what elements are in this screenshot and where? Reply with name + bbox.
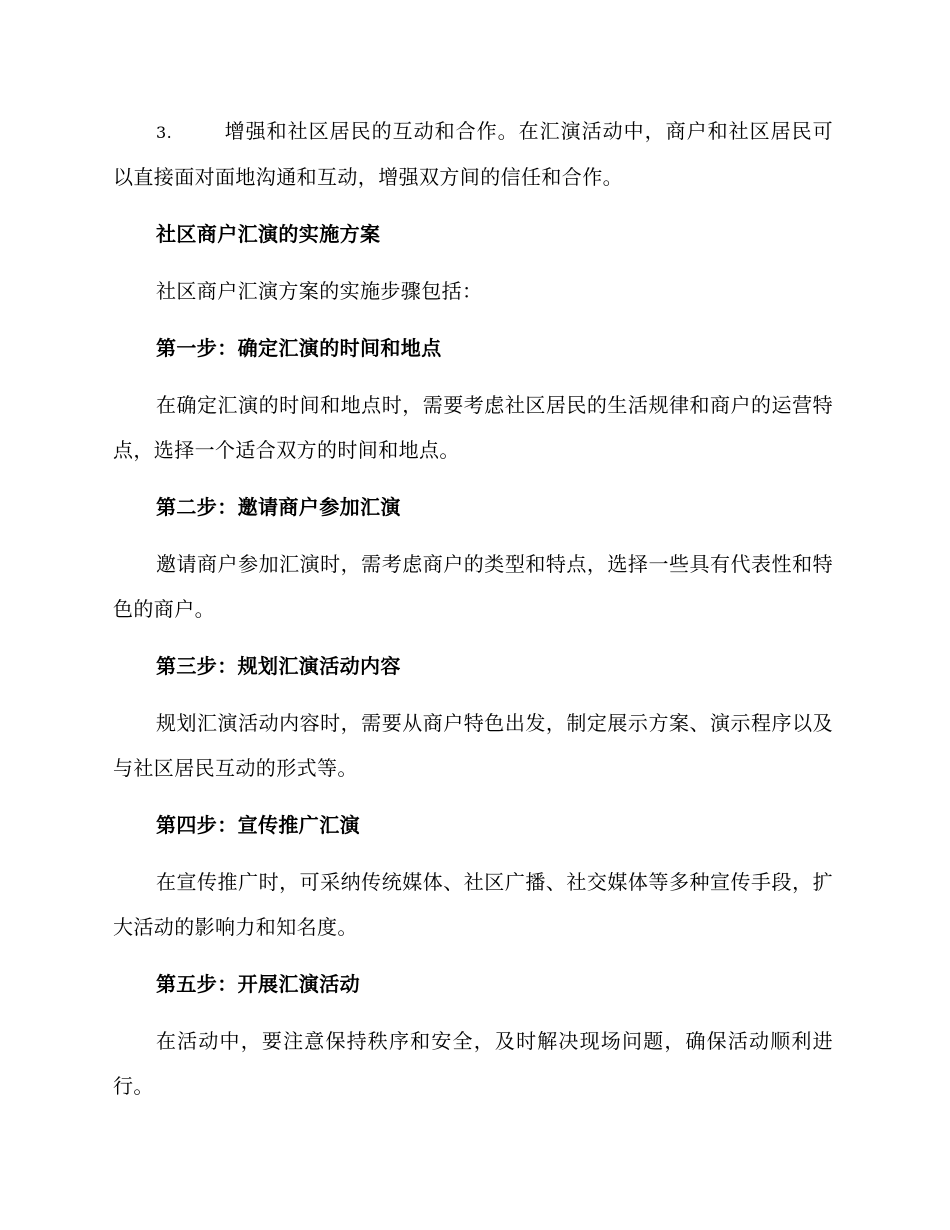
list-item-3: [113, 109, 833, 200]
step-4-title: 第四步：宣传推广汇演: [156, 813, 360, 837]
document-body: [113, 109, 833, 1121]
intro-paragraph: 社区商户汇演方案的实施步骤包括：: [156, 279, 483, 303]
list-number: 3.: [156, 123, 173, 142]
list-item-text: 增强和社区居民的互动和合作。在汇演活动中，商户和社区居民可以直接面对面地沟通和互动，增强双方间的信任和合作。: [113, 119, 833, 189]
step-2-body: 邀请商户参加汇演时，需考虑商户的类型和特点，选择一些具有代表性和特色的商户。: [113, 552, 833, 621]
section-title: 社区商户汇演的实施方案: [156, 222, 381, 246]
step-5-title: 第五步：开展汇演活动: [156, 972, 360, 996]
step-5-body: 在活动中，要注意保持秩序和安全，及时解决现场问题，确保活动顺利进行。: [113, 1029, 833, 1098]
step-3-body: 规划汇演活动内容时，需要从商户特色出发，制定展示方案、演示程序以及与社区居民互动的形式等。: [113, 711, 833, 780]
step-4-body: 在宣传推广时，可采纳传统媒体、社区广播、社交媒体等多种宣传手段，扩大活动的影响力和知名度。: [113, 870, 833, 939]
step-1-title: 第一步：确定汇演的时间和地点: [156, 336, 442, 360]
step-3-title: 第三步：规划汇演活动内容: [156, 654, 401, 678]
step-1-body: 在确定汇演的时间和地点时，需要考虑社区居民的生活规律和商户的运营特点，选择一个适合双方的时间和地点。: [113, 393, 833, 462]
step-2-title: 第二步：邀请商户参加汇演: [156, 495, 401, 519]
